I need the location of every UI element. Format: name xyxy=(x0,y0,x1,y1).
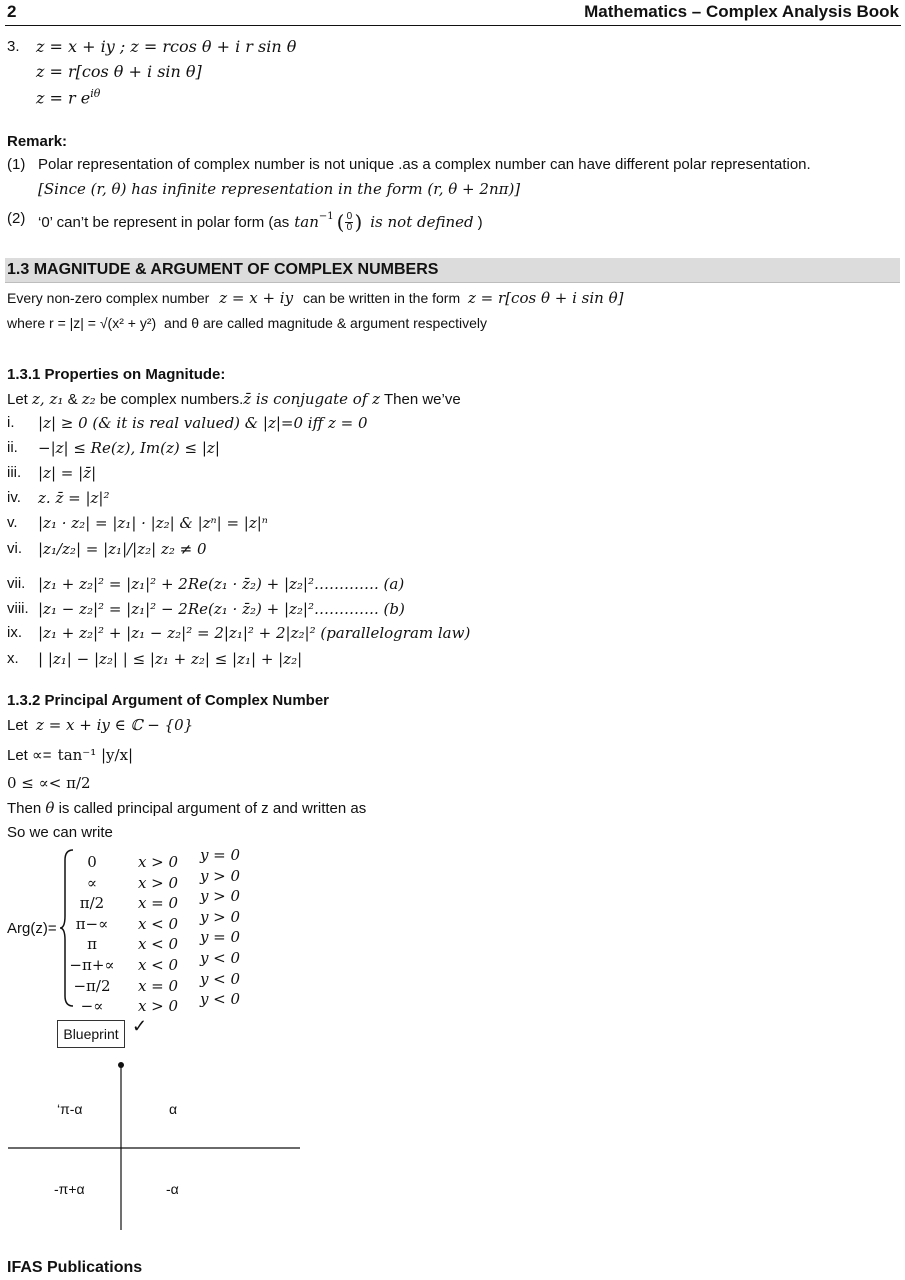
section-line2: where r = |z| = √(x² + y²) and θ are called magnitude & argument respectively xyxy=(7,315,488,331)
arg-case-xcond: x > 0 xyxy=(137,853,179,871)
header-rule xyxy=(5,25,901,26)
section-title: 1.3 MAGNITUDE & ARGUMENT OF COMPLEX NUMBERS xyxy=(7,261,439,278)
arg-case-xcond: x = 0 xyxy=(137,976,179,995)
arg-case-xcond: x > 0 xyxy=(137,873,179,892)
remark-title: Remark: xyxy=(7,133,68,150)
book-title: Mathematics – Complex Analysis Book xyxy=(584,2,899,21)
arg-case-value: π−∝ xyxy=(75,914,109,933)
arg-case-xcond: x = 0 xyxy=(137,894,179,913)
section-heading-bar xyxy=(5,258,900,283)
remark2-label: (2) xyxy=(7,210,26,227)
property-label: v. xyxy=(7,514,18,531)
principal-line2: Let ∝= tan⁻¹ |y/x| xyxy=(7,746,134,764)
principal-line4: Then θ is called principal argument of z and written as xyxy=(7,799,367,817)
property-label: x. xyxy=(7,650,19,667)
property-label: ii. xyxy=(7,439,18,456)
arg-case-value: π/2 xyxy=(79,894,105,913)
axis-endpoint xyxy=(118,1062,124,1068)
principal-title: 1.3.2 Principal Argument of Complex Number xyxy=(7,692,330,709)
item3-line2: z = r[cos θ + i sin θ] xyxy=(36,62,202,81)
item3-line3: z = r $e^{i\theta}$ xyxy=(36,87,101,108)
item3-label: 3. xyxy=(7,38,20,55)
quadrant-2-label: ‘π-α xyxy=(57,1101,83,1117)
principal-line3: 0 ≤ ∝< π/2 xyxy=(7,774,91,792)
page-number: 2 xyxy=(7,2,17,21)
blueprint-box: Blueprint xyxy=(57,1020,125,1048)
section-line1: Every non-zero complex number z = x + iy can be written in the form z = r[cos θ + i sin θ] xyxy=(7,289,624,307)
quadrant-1-label: α xyxy=(169,1101,178,1117)
property-label: iv. xyxy=(7,489,21,506)
property-label: ix. xyxy=(7,624,22,641)
arg-case-value: 0 xyxy=(87,853,97,871)
arg-case-ycond: y > 0 xyxy=(199,907,241,926)
remark1-text: Polar representation of complex number is not unique .as a complex number can have different polar representation. xyxy=(38,156,811,173)
arg-case-xcond: x < 0 xyxy=(137,956,179,974)
property-label: i. xyxy=(7,414,15,431)
arg-case-xcond: x < 0 xyxy=(137,914,179,933)
arg-label: Arg(z)= xyxy=(7,920,57,937)
arg-case-value: −∝ xyxy=(80,997,104,1016)
remark1-math: [Since (r, θ) has infinite representation in the form (r, θ + 2nπ)] xyxy=(38,180,521,198)
arg-case-value: ∝ xyxy=(86,873,98,892)
property-formula: z. z̄ = |z|² xyxy=(38,489,110,507)
property-formula: |z₁ − z₂|² = |z₁|² − 2Re(z₁ · z̄₂) + |z₂|²…………. (b) xyxy=(38,600,405,618)
magnitude-intro: Let z, z₁ & z₂ be complex numbers.z̄ is conjugate of z Then we’ve xyxy=(7,390,461,408)
arg-case-xcond: x > 0 xyxy=(137,997,179,1016)
property-formula: |z| ≥ 0 (& it is real valued) & |z|=0 iff z = 0 xyxy=(38,414,368,432)
property-formula: |z₁/z₂| = |z₁|/|z₂| z₂ ≠ 0 xyxy=(38,540,207,558)
property-formula: |z| = |z̄| xyxy=(38,464,97,482)
property-label: viii. xyxy=(7,600,29,617)
arg-case-ycond: y = 0 xyxy=(199,846,241,864)
property-formula: |z₁ · z₂| = |z₁| · |z₂| & |zⁿ| = |z|ⁿ xyxy=(38,514,268,532)
property-label: vii. xyxy=(7,575,26,592)
publisher-footer: IFAS Publications xyxy=(7,1259,143,1276)
arg-case-value: π xyxy=(87,935,97,954)
arg-case-value: −π+∝ xyxy=(69,956,115,974)
property-label: vi. xyxy=(7,540,22,557)
zero-over-zero: 0 0 xyxy=(346,210,353,233)
arg-case-ycond: y > 0 xyxy=(199,887,241,906)
arg-case-ycond: y < 0 xyxy=(199,990,241,1009)
principal-line1: Let z = x + iy ∈ ℂ − {0} xyxy=(7,716,194,734)
principal-line5: So we can write xyxy=(7,824,113,841)
property-formula: |z₁ + z₂|² + |z₁ − z₂|² = 2|z₁|² + 2|z₂|² (parallelogram law) xyxy=(38,624,471,642)
property-formula: | |z₁| − |z₂| | ≤ |z₁ + z₂| ≤ |z₁| + |z₂| xyxy=(38,650,303,668)
item3-line1: z = x + iy ; z = rcos θ + i r sin θ xyxy=(36,37,297,56)
arg-case-ycond: y > 0 xyxy=(199,866,241,885)
remark1-label: (1) xyxy=(7,156,26,173)
property-formula: |z₁ + z₂|² = |z₁|² + 2Re(z₁ · z̄₂) + |z₂|²…………. (a) xyxy=(38,575,405,593)
quadrant-3-label: -π+α xyxy=(54,1181,85,1197)
arg-case-ycond: y = 0 xyxy=(199,928,241,947)
quadrant-4-label: -α xyxy=(166,1181,179,1197)
property-label: iii. xyxy=(7,464,22,481)
property-formula: −|z| ≤ Re(z), Im(z) ≤ |z| xyxy=(38,439,220,457)
arg-case-ycond: y < 0 xyxy=(199,949,241,967)
arg-case-xcond: x < 0 xyxy=(137,935,179,954)
check-mark-icon: ✓ xyxy=(132,1016,148,1036)
arg-case-value: −π/2 xyxy=(73,976,111,995)
arg-case-ycond: y < 0 xyxy=(199,969,241,988)
remark2-line: ‘0’ can’t be represent in polar form (as tan $^{-1}$ ( 0 0 ) is not defined ) xyxy=(38,210,483,234)
quadrant-diagram xyxy=(0,1055,320,1235)
magnitude-title: 1.3.1 Properties on Magnitude: xyxy=(7,366,226,383)
